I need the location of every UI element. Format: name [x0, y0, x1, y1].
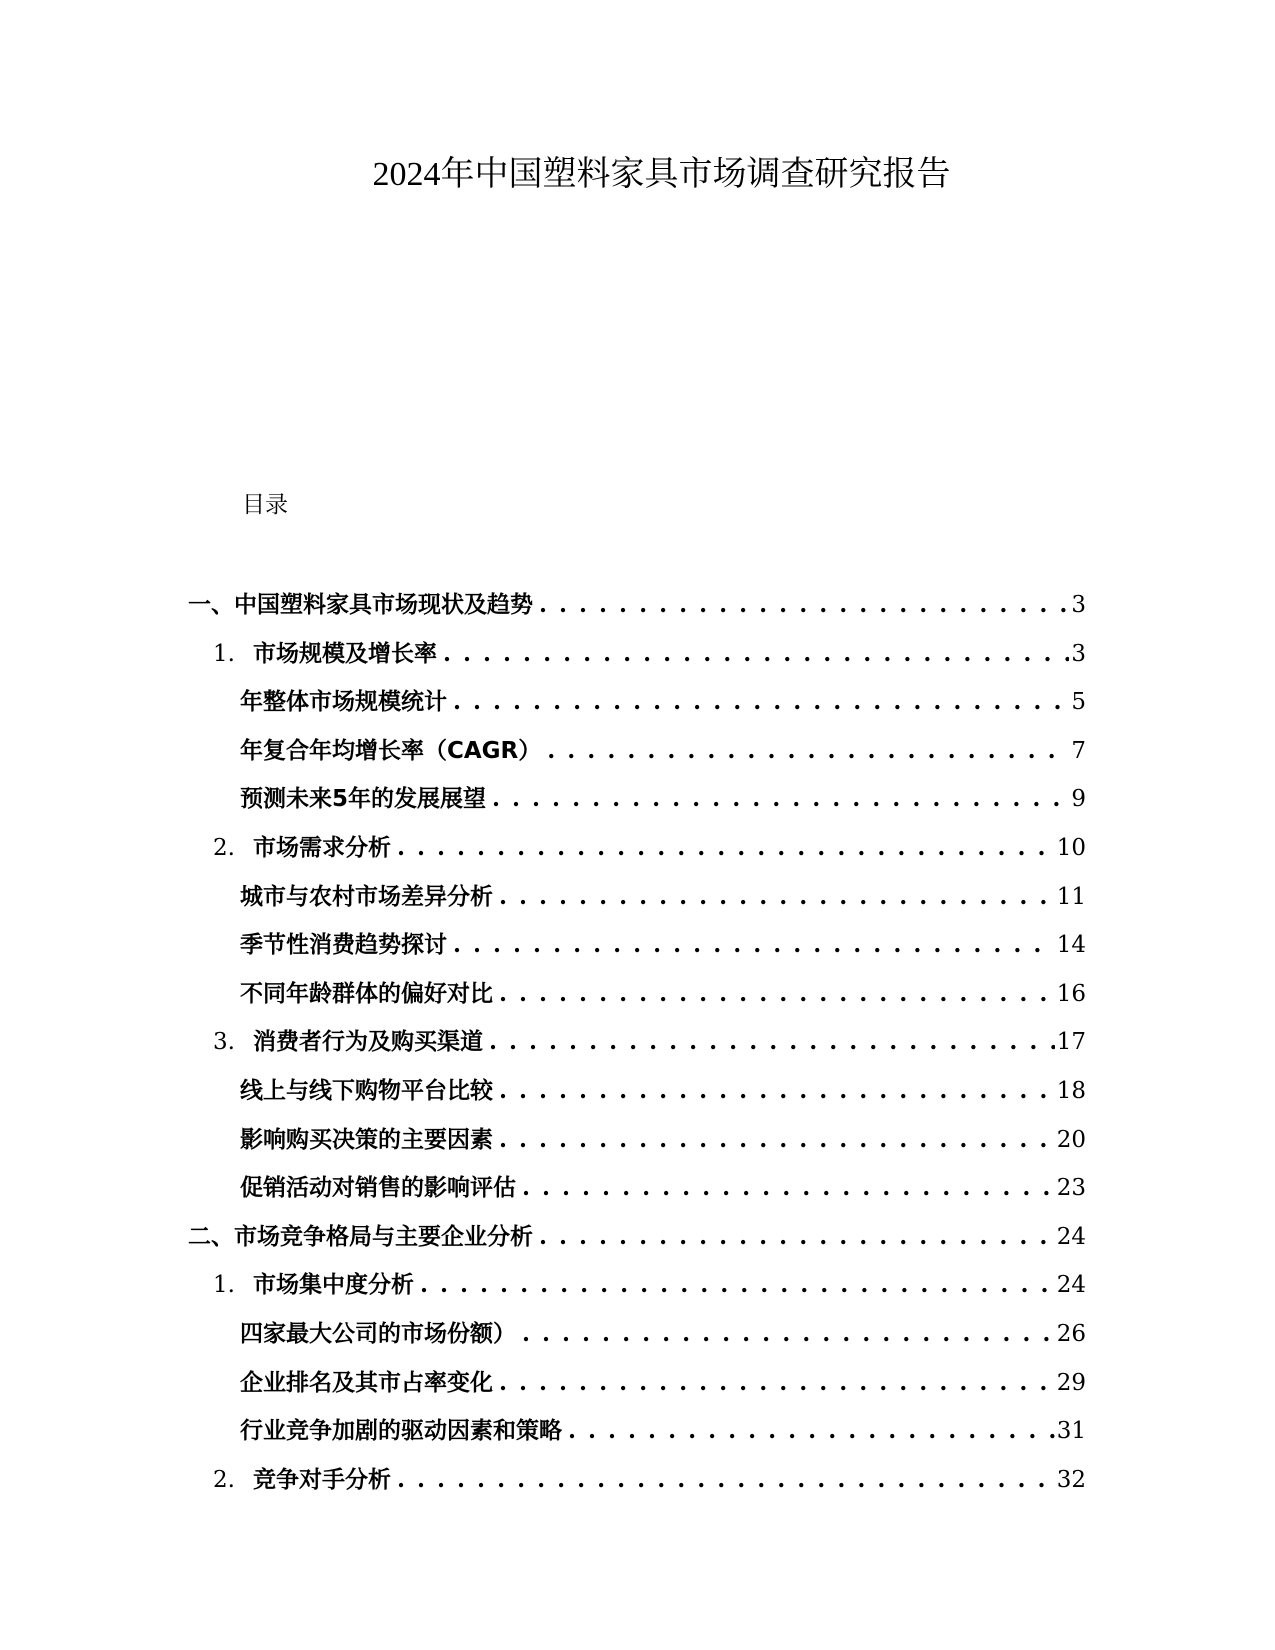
toc-entry[interactable]: [188, 581, 1086, 630]
toc-entry[interactable]: [188, 678, 1086, 727]
dot-leader: [539, 1213, 1055, 1262]
toc-entry-label: 四家最大公司的市场份额）: [240, 1320, 516, 1347]
dot-leader: [499, 1359, 1055, 1408]
toc-entry-number: 1.: [213, 1272, 235, 1299]
toc-entry-label: 竞争对手分析: [253, 1466, 391, 1493]
toc-entry-page: 11: [1056, 883, 1086, 910]
table-of-contents: [188, 581, 1086, 1504]
toc-entry-number: 1.: [213, 640, 235, 667]
dot-leader: [568, 1407, 1055, 1456]
dot-leader: [489, 1018, 1055, 1067]
dot-leader: [443, 630, 1069, 679]
toc-entry[interactable]: [188, 921, 1086, 970]
toc-entry-page: 32: [1056, 1466, 1086, 1493]
toc-entry[interactable]: [188, 727, 1086, 776]
toc-entry-label: 消费者行为及购买渠道: [253, 1029, 483, 1056]
dot-leader: [420, 1261, 1055, 1310]
toc-entry-label: 行业竞争加剧的驱动因素和策略: [240, 1418, 562, 1445]
toc-entry-page: 26: [1056, 1320, 1086, 1347]
dot-leader: [397, 824, 1055, 873]
toc-entry-page: 14: [1056, 932, 1086, 959]
toc-entry[interactable]: [188, 1359, 1086, 1408]
toc-entry-label: 二、市场竞争格局与主要企业分析: [188, 1223, 533, 1250]
toc-entry[interactable]: [188, 1261, 1086, 1310]
dot-leader: [522, 1310, 1055, 1359]
dot-leader: [547, 727, 1069, 776]
toc-entry-page: 16: [1056, 980, 1086, 1007]
toc-entry-label: 影响购买决策的主要因素: [240, 1126, 493, 1153]
toc-entry[interactable]: [188, 1018, 1086, 1067]
toc-entry[interactable]: [188, 1456, 1086, 1505]
toc-entry-page: 9: [1071, 786, 1086, 813]
document-title: 2024年中国塑料家具市场调查研究报告: [372, 156, 951, 193]
dot-leader: [453, 678, 1069, 727]
toc-entry-label: 市场规模及增长率: [253, 640, 437, 667]
dot-leader: [522, 1164, 1055, 1213]
toc-entry-page: 23: [1056, 1175, 1086, 1202]
toc-entry[interactable]: [188, 1310, 1086, 1359]
toc-entry-label: 不同年龄群体的偏好对比: [240, 980, 493, 1007]
toc-entry-label: 线上与线下购物平台比较: [240, 1077, 493, 1104]
toc-entry-label: 市场需求分析: [253, 834, 391, 861]
toc-entry[interactable]: [188, 775, 1086, 824]
toc-entry[interactable]: [188, 1407, 1086, 1456]
toc-entry-number: 3.: [213, 1029, 235, 1056]
toc-heading: 目录: [242, 492, 288, 518]
toc-entry-label: 市场集中度分析: [253, 1272, 414, 1299]
toc-entry[interactable]: [188, 824, 1086, 873]
dot-leader: [397, 1456, 1055, 1505]
toc-entry-number: 2.: [213, 834, 235, 861]
toc-entry-label: 一、中国塑料家具市场现状及趋势: [188, 592, 533, 618]
toc-entry-label: 季节性消费趋势探讨: [240, 932, 447, 959]
toc-entry[interactable]: [188, 1164, 1086, 1213]
toc-entry[interactable]: [188, 873, 1086, 922]
toc-entry-page: 10: [1056, 834, 1086, 861]
toc-entry-label: 促销活动对销售的影响评估: [240, 1175, 516, 1202]
toc-entry-label: 企业排名及其市占率变化: [240, 1369, 493, 1396]
dot-leader: [539, 581, 1069, 630]
toc-entry-page: 3: [1071, 592, 1086, 618]
dot-leader: [499, 1116, 1055, 1165]
toc-entry[interactable]: [188, 970, 1086, 1019]
toc-entry-label: 年整体市场规模统计: [240, 689, 447, 716]
toc-entry-number: 2.: [213, 1466, 235, 1493]
dot-leader: [492, 775, 1069, 824]
dot-leader: [499, 970, 1055, 1019]
toc-entry-label: 年复合年均增长率（CAGR）: [240, 737, 542, 764]
toc-entry-label: 预测未来5年的发展展望: [240, 786, 487, 813]
toc-entry[interactable]: [188, 1213, 1086, 1262]
toc-entry-page: 17: [1056, 1029, 1086, 1056]
toc-entry-page: 24: [1056, 1272, 1086, 1299]
dot-leader: [453, 921, 1055, 970]
toc-entry[interactable]: [188, 1067, 1086, 1116]
dot-leader: [499, 1067, 1055, 1116]
toc-entry[interactable]: [188, 1116, 1086, 1165]
toc-entry-label: 城市与农村市场差异分析: [240, 883, 493, 910]
toc-entry-page: 7: [1071, 737, 1086, 764]
toc-entry-page: 20: [1056, 1126, 1086, 1153]
dot-leader: [499, 873, 1055, 922]
toc-entry[interactable]: [188, 630, 1086, 679]
toc-entry-page: 5: [1071, 689, 1086, 716]
toc-entry-page: 29: [1056, 1369, 1086, 1396]
toc-entry-page: 18: [1056, 1077, 1086, 1104]
toc-entry-page: 31: [1056, 1418, 1086, 1445]
toc-entry-page: 24: [1056, 1223, 1086, 1250]
toc-entry-page: 3: [1071, 640, 1086, 667]
